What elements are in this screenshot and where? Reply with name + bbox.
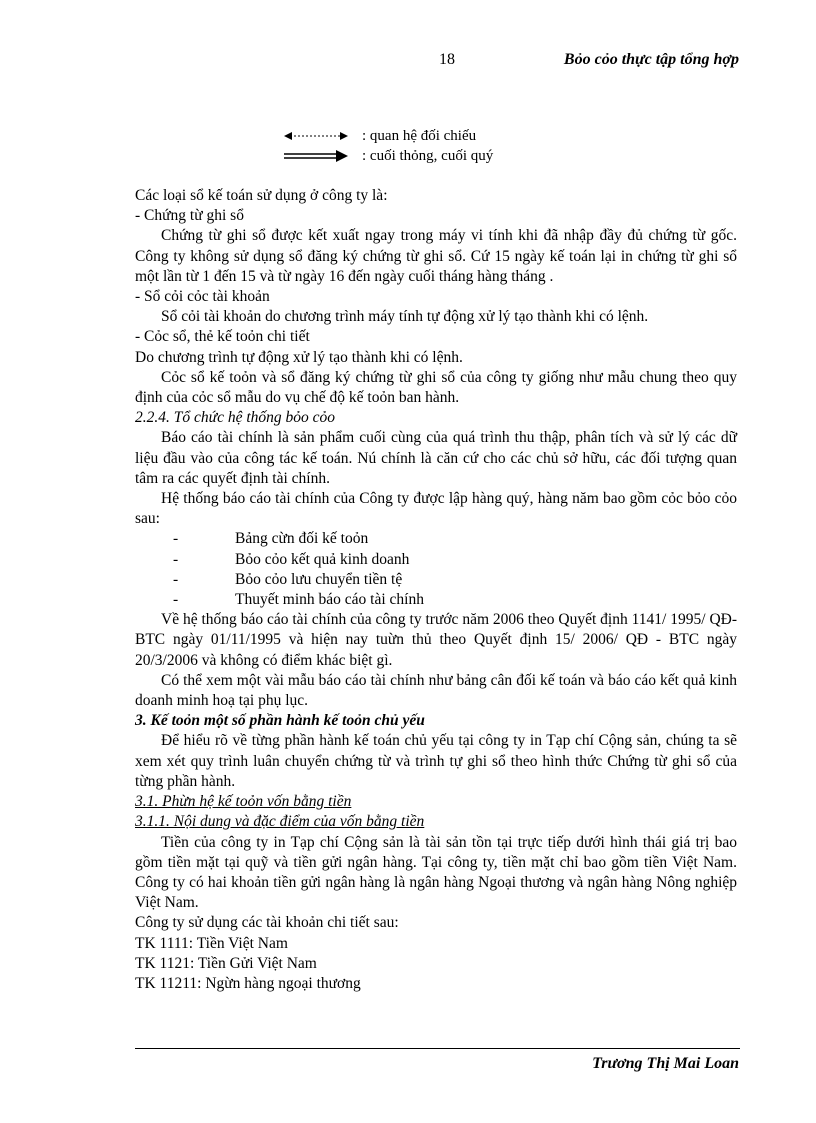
paragraph: Công ty sử dụng các tài khoản chi tiết sau: [135,914,399,932]
section-item: - Chứng từ ghi sổ [135,207,244,225]
section-item: - Cỏc sổ, thẻ kế toỏn chi tiết [135,328,310,346]
paragraph: Có thể xem một vài mẫu báo cáo tài chính như bảng cân đối kế toán và báo cáo kết quả kinh doanh minh hoạ tại phụ lục. [135,671,737,710]
paragraph: Báo cáo tài chính là sản phẩm cuối cùng của quá trình thu thập, phân tích và sử lý các dữ liệu đầu vào của công tác kế toán. Nú chính là căn cứ cho các chủ sở hữu, các đối tượng quan tâm ra các quyết định tài chính. [135,429,737,487]
section-heading: 3.1. Phừn hệ kế toỏn vốn bằng tiền [135,793,352,811]
page-number: 18 [439,51,455,68]
list-item: - Thuyết minh báo cáo tài chính [173,591,424,609]
double-line-arrow-icon [284,150,348,162]
document-body [135,186,737,994]
account-line: TK 11211: Ngừn hàng ngoại thương [135,974,361,992]
dotted-double-arrow-icon [284,130,348,142]
section-item: - Sổ cỏi cỏc tài khoản [135,288,270,306]
list-item: - Bỏo cỏo kết quả kinh doanh [173,550,410,568]
legend-label-period-end: : cuối thỏng, cuối quý [362,148,494,164]
section-heading: 3.1.1. Nội dung và đặc điểm của vốn bằng tiền [135,813,425,831]
paragraph: Do chương trình tự động xử lý tạo thành khi có lệnh. [135,348,463,366]
account-line: TK 1121: Tiền Gửi Việt Nam [135,954,317,972]
legend-item-cross-check [284,126,493,146]
paragraph: Cỏc sổ kế toỏn và sổ đăng ký chứng từ ghi sổ của công ty giống như mẫu chung theo quy định của cỏc sổ mẫu do vụ chế độ kế toỏn ban hành. [135,368,737,407]
paragraph: Để hiểu rõ về từng phần hành kế toán chủ yếu tại công ty in Tạp chí Cộng sản, chúng ta sẽ xem xét quy trình luân chuyển chứng từ và trình tự ghi sổ theo hình thức Chứng từ ghi sổ của từng phần hành. [135,732,737,790]
list-item: - Bỏo cỏo lưu chuyển tiền tệ [173,570,403,588]
legend-item-period-end [284,146,493,166]
legend-label-cross-check: : quan hệ đối chiếu [362,128,477,144]
paragraph: Sổ cỏi tài khoản do chương trình máy tính tự động xử lý tạo thành khi có lệnh. [161,308,649,326]
paragraph: Các loại sổ kế toán sử dụng ở công ty là: [135,187,388,204]
legend [284,126,493,166]
paragraph: Về hệ thống báo cáo tài chính của công ty trước năm 2006 theo Quyết định 1141/ 1995/ QĐ-BTC ngày 01/11/1995 và hiện nay tuừn thủ theo Quyết định 15/ 2006/ QĐ - BTC ngày 20/3/2006 và không có điểm khác biệt gì. [135,611,737,669]
section-heading: 3. Kế toỏn một số phần hành kế toỏn chủ yếu [135,712,425,730]
report-list [135,529,737,610]
footer-rule [135,1048,740,1049]
section-heading: 2.2.4. Tổ chức hệ thống bỏo cỏo [135,409,336,427]
paragraph: Hệ thống báo cáo tài chính của Công ty được lập hàng quý, hàng năm bao gồm cỏc bỏo cỏo sau: [135,490,737,528]
paragraph: Chứng từ ghi sổ được kết xuất ngay trong máy vi tính khi đã nhập đầy đủ chứng từ gốc. Công ty không sử dụng sổ đăng ký chứng từ ghi sổ. Cứ 15 ngày kế toán lại in chứng từ ghi sổ một lần từ 1 đến 15 và từ ngày 16 đến ngày cuối tháng hàng tháng . [135,227,737,285]
account-line: TK 1111: Tiền Việt Nam [135,934,288,952]
list-item: - Bảng cừn đối kế toỏn [173,530,369,548]
footer-author: Trương Thị Mai Loan [592,1055,739,1072]
header-title: Bỏo cỏo thực tập tổng hợp [563,51,739,68]
paragraph: Tiền của công ty in Tạp chí Cộng sản là tài sản tồn tại trực tiếp dưới hình thái giá trị bao gồm tiền mặt tại quỹ và tiền gửi ngân hàng. Tại công ty, tiền mặt chỉ bao gồm tiền Việt Nam. Công ty có hai khoản tiền gửi ngân hàng là ngân hàng Ngoại thương và ngân hàng Nông nghiệp Việt Nam. [135,833,737,912]
